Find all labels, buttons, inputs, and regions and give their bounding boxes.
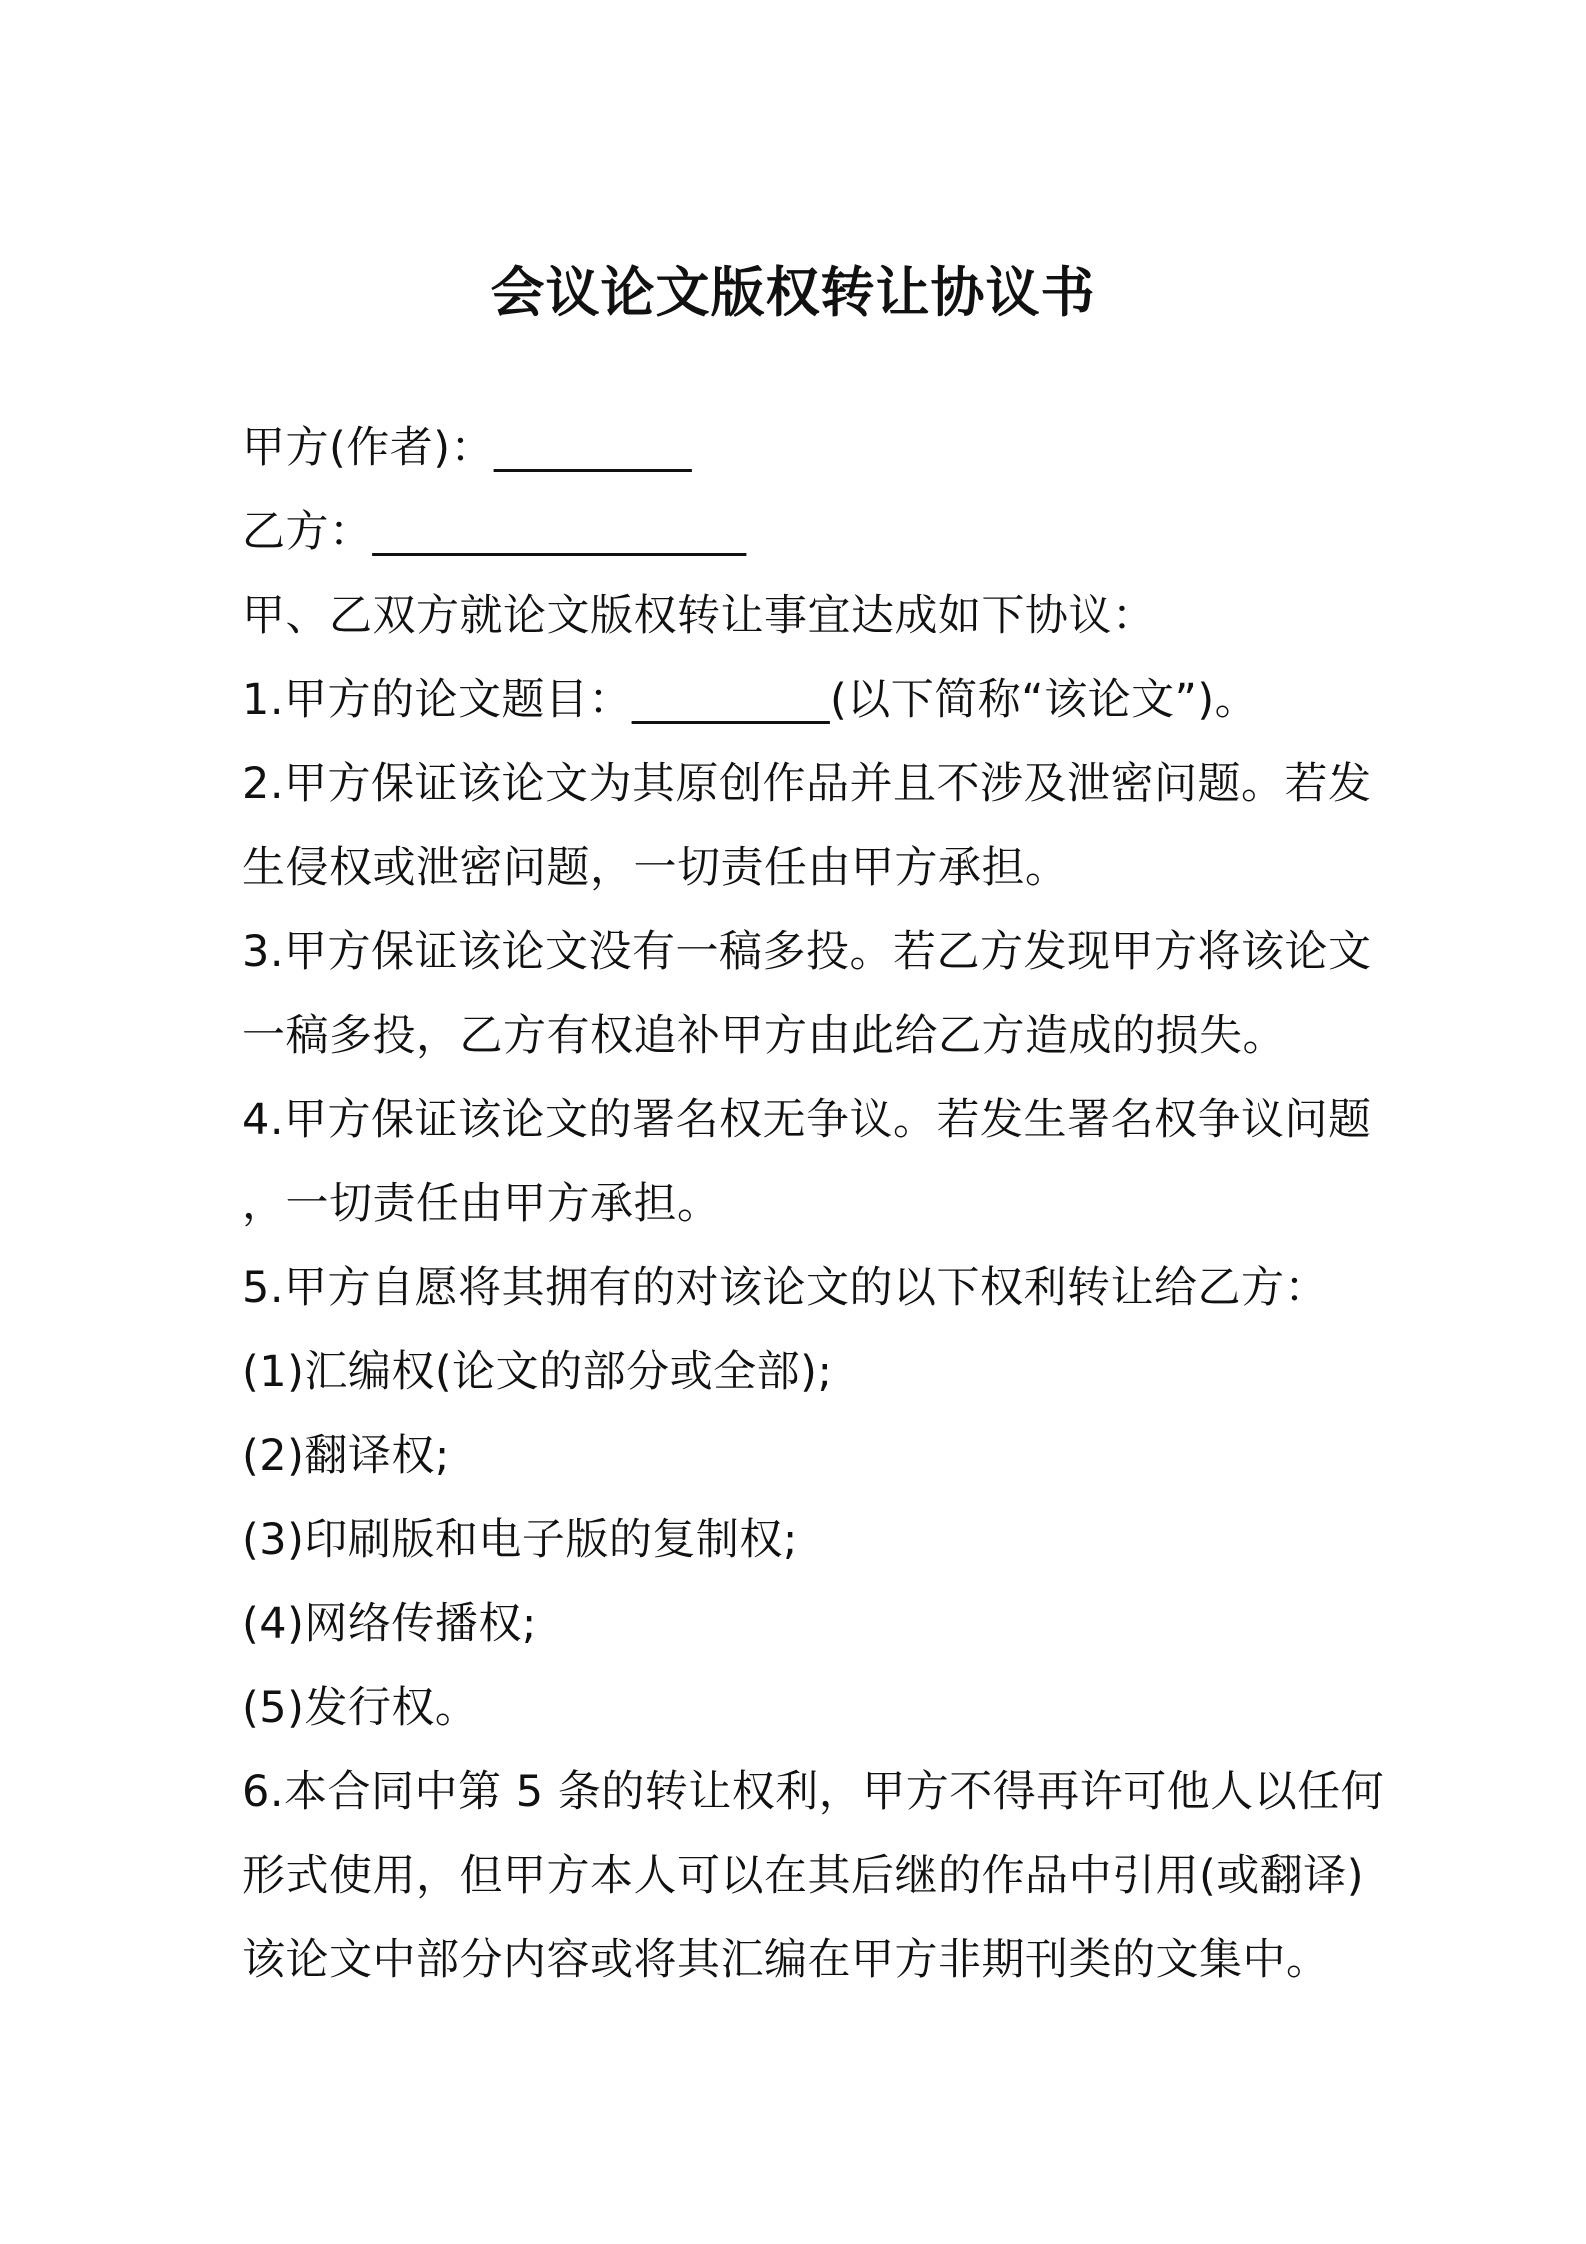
clause-3-line-1: 3.甲方保证该论文没有一稿多投。若乙方发现甲方将该论文 xyxy=(242,927,1372,977)
clause-6-line-3: 该论文中部分内容或将其汇编在甲方非期刊类的文集中。 xyxy=(242,1935,1330,1985)
clause-6-line-2: 形式使用，但甲方本人可以在其后继的作品中引用(或翻译) xyxy=(242,1851,1365,1901)
clause-4-line-1: 4.甲方保证该论文的署名权无争议。若发生署名权争议问题 xyxy=(242,1095,1372,1145)
clause-2-line-2: 生侵权或泄密问题，一切责任由甲方承担。 xyxy=(242,843,1069,893)
right-1-line: (1)汇编权(论文的部分或全部); xyxy=(242,1347,833,1397)
clause-6-line-1: 6.本合同中第 5 条的转让权利，甲方不得再许可他人以任何 xyxy=(242,1767,1385,1817)
right-5-line: (5)发行权。 xyxy=(242,1683,479,1733)
party-b-line: 乙方：_________________ xyxy=(242,507,747,557)
right-4-line: (4)网络传播权; xyxy=(242,1599,537,1649)
clause-2-line-1: 2.甲方保证该论文为其原创作品并且不涉及泄密问题。若发 xyxy=(242,759,1372,809)
right-2-line: (2)翻译权; xyxy=(242,1431,450,1481)
document-body xyxy=(242,406,1385,2002)
clause-1-line: 1.甲方的论文题目：_________(以下简称“该论文”)。 xyxy=(242,675,1259,725)
agreement-intro-line: 甲、乙双方就论文版权转让事宜达成如下协议： xyxy=(242,591,1156,641)
right-3-line: (3)印刷版和电子版的复制权; xyxy=(242,1515,798,1565)
clause-3-line-2: 一稿多投，乙方有权追补甲方由此给乙方造成的损失。 xyxy=(242,1011,1286,1061)
party-a-line: 甲方(作者)：_________ xyxy=(242,423,693,473)
clause-5-line: 5.甲方自愿将其拥有的对该论文的以下权利转让给乙方： xyxy=(242,1263,1329,1313)
document-title: 会议论文版权转让协议书 xyxy=(490,261,1096,324)
clause-4-line-2: ，一切责任由甲方承担。 xyxy=(242,1179,721,1229)
